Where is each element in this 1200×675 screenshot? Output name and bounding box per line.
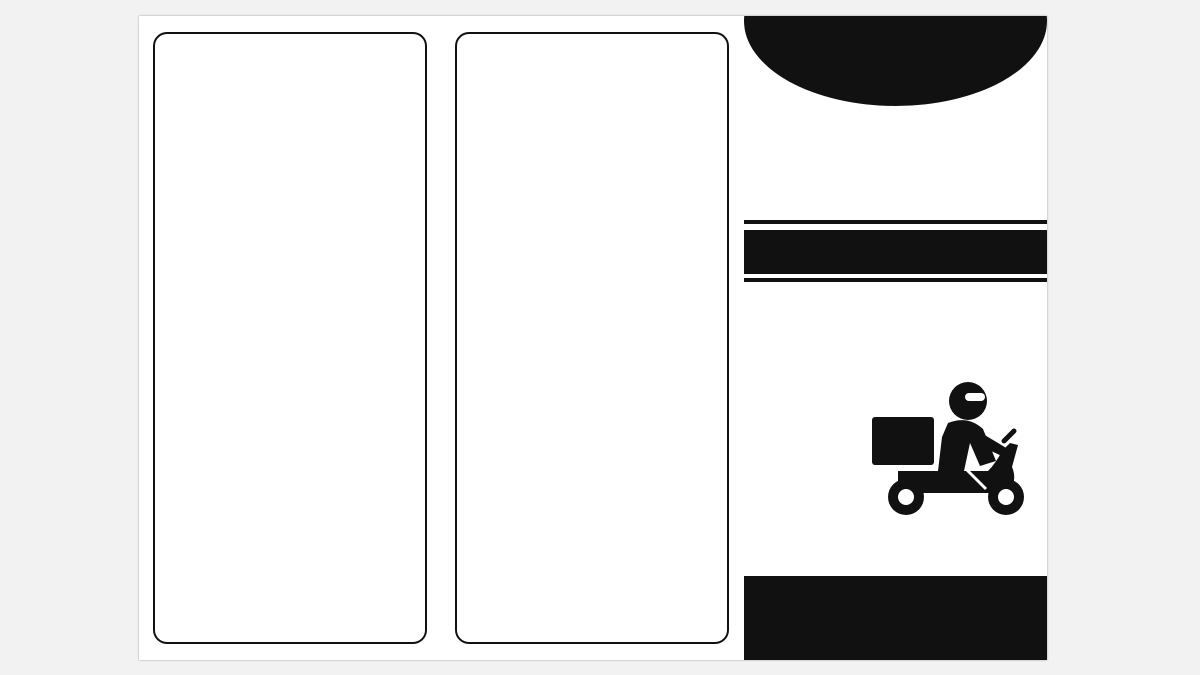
top-rows [155, 34, 425, 50]
delivery-scooter-icon [868, 371, 1033, 521]
menu-panel-left [153, 32, 427, 644]
tagline-banner [744, 230, 1047, 274]
menu-panel-middle [455, 32, 729, 644]
menu-header-shape [744, 16, 1047, 106]
brand-panel [744, 16, 1047, 660]
address-block [744, 576, 1047, 660]
divider-line [744, 278, 1047, 282]
menu-sheet [139, 16, 1047, 660]
divider-line [744, 220, 1047, 224]
